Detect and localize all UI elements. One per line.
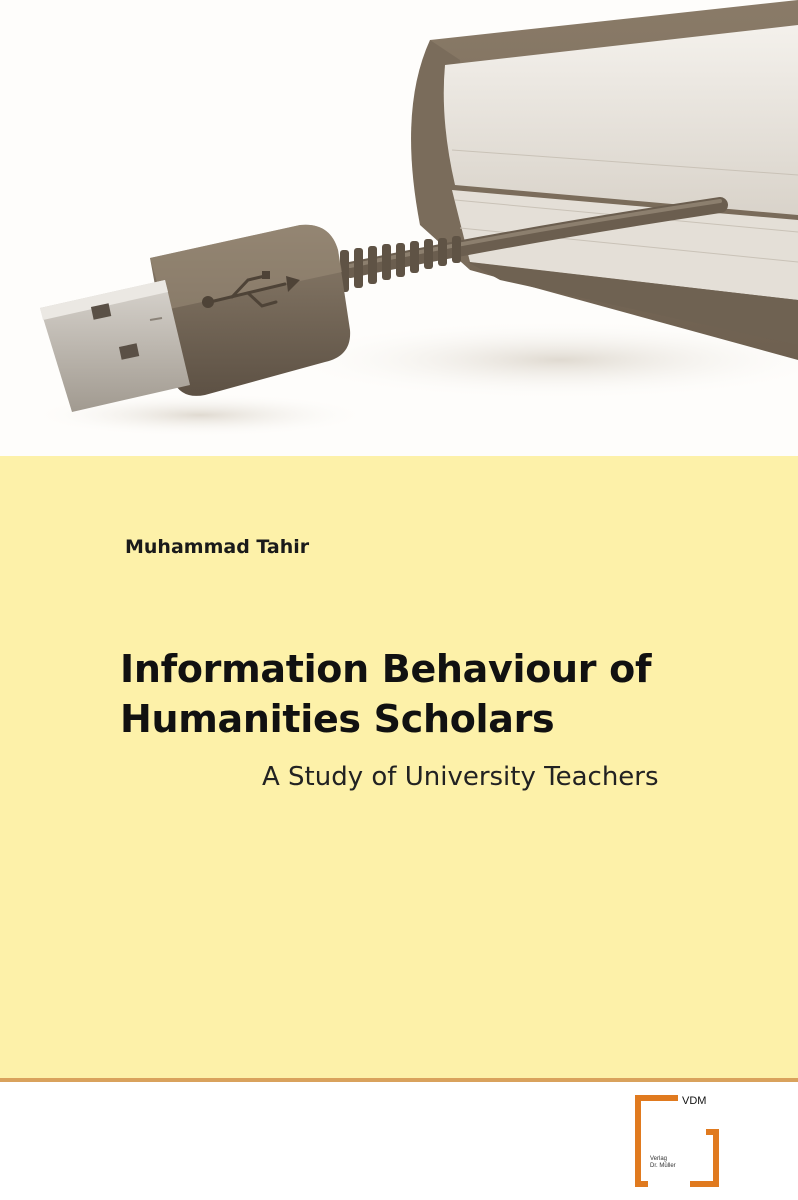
publisher-logo-subtext-line-2: Dr. Müller <box>650 1163 676 1169</box>
book-title <box>120 644 760 744</box>
author-name: Muhammad Tahir <box>125 536 310 558</box>
publisher-logo-bracket-icon <box>634 1094 720 1188</box>
publisher-logo-text: VDM <box>682 1095 707 1107</box>
usb-cable-and-book-illustration <box>0 0 798 456</box>
publisher-logo-subtext-line-1: Verlag <box>650 1156 668 1162</box>
cover-photo <box>0 0 798 456</box>
book-subtitle: A Study of University Teachers <box>262 762 659 792</box>
publisher-logo-subtext <box>650 1156 690 1170</box>
title-line-2: Humanities Scholars <box>120 697 555 741</box>
publisher-logo <box>634 1094 720 1188</box>
title-line-1: Information Behaviour of <box>120 647 652 691</box>
